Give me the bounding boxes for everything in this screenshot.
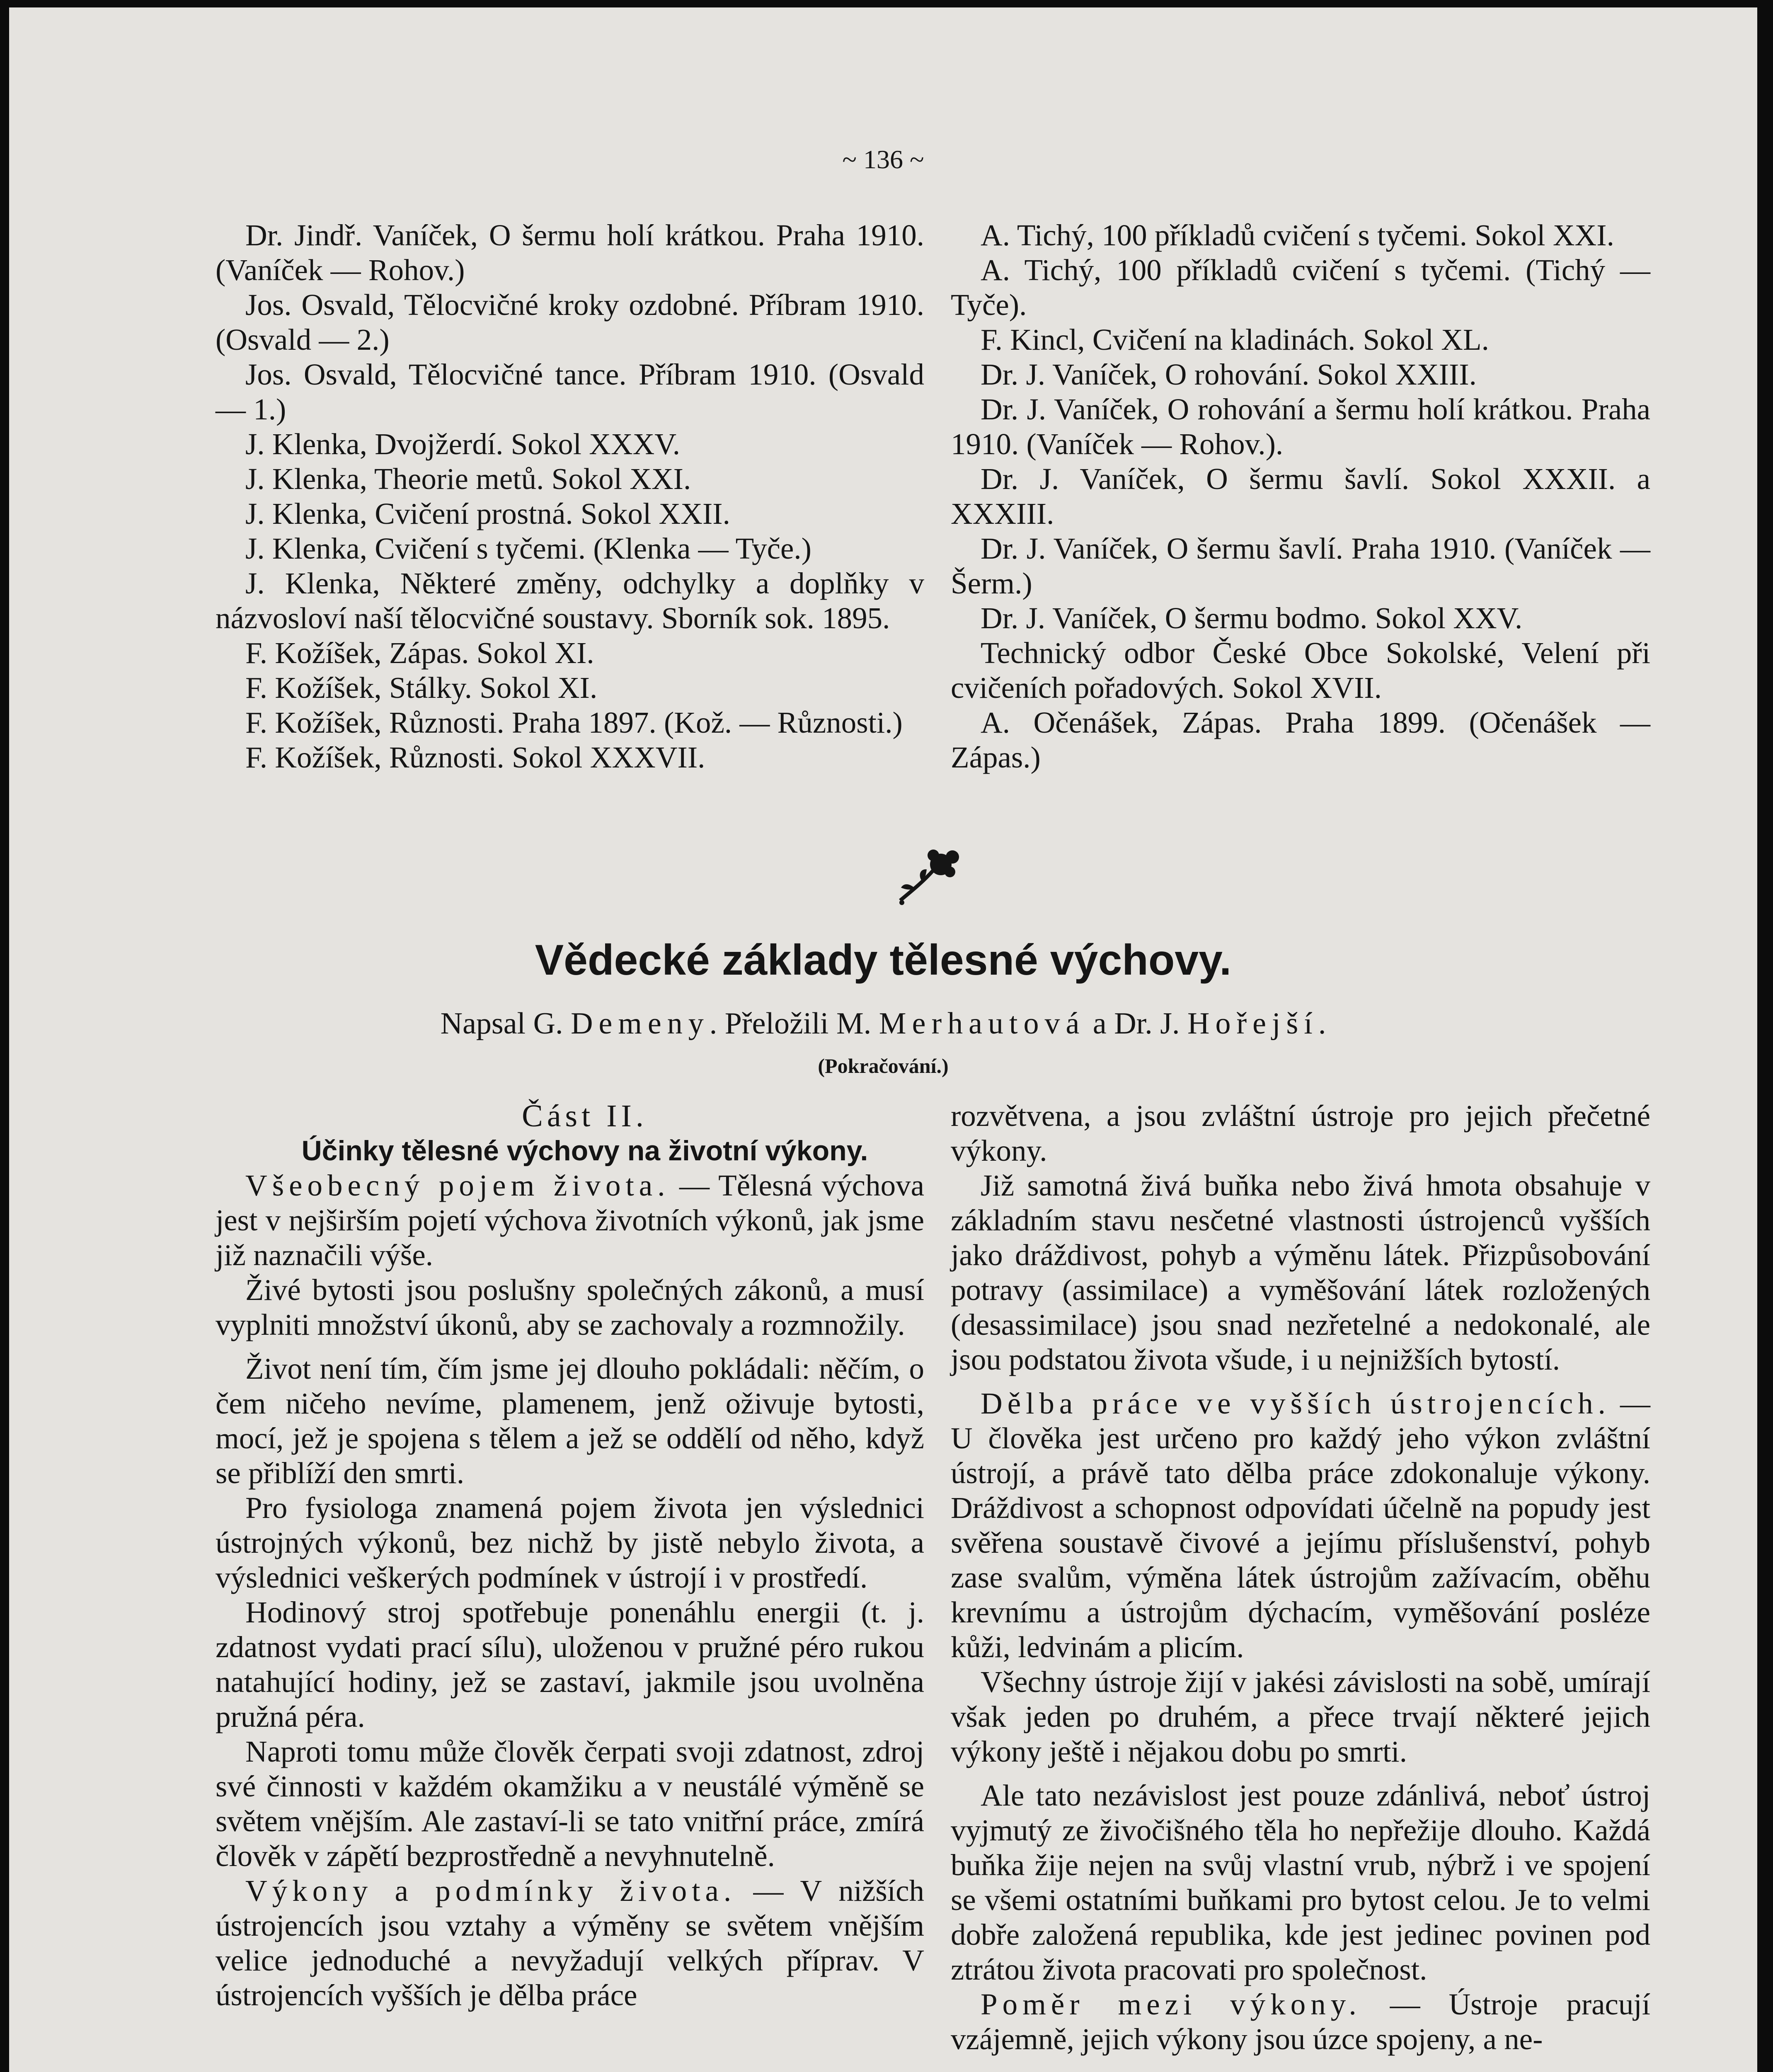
reference-entry: Jos. Osvald, Tělocvičné kroky ozdobné. Příbram 1910. (Osvald — 2.) [216, 288, 924, 356]
paragraph: Živé bytosti jsou poslušny společných zákonů, a musí vyplniti množství úkonů, aby se zachovaly a rozmnožily. [216, 1273, 924, 1341]
reference-entry: A. Tichý, 100 příkladů cvičení s tyčemi. Sokol XXI. [981, 218, 1614, 252]
references-right-column [951, 218, 1650, 775]
article-right-column [951, 1099, 1650, 2057]
translator-name: Hořejší [1187, 1007, 1318, 1041]
page-number: ~ 136 ~ [842, 145, 924, 174]
reference-entry: F. Kožíšek, Různosti. Praha 1897. (Kož. — Různosti.) [245, 706, 903, 739]
reference-entry: Dr. J. Vaníček, O šermu bodmo. Sokol XXV. [981, 601, 1523, 635]
reference-entry: F. Kincl, Cvičení na kladinách. Sokol XL. [981, 323, 1489, 356]
paragraph: Život není tím, čím jsme jej dlouho pokládali: něčím, o čem ničeho nevíme, plamenem, jenž oživuje bytosti, mocí, jež je spojena s tělem a jež se oddělí od něho, když se přiblíží den smrti. [216, 1352, 924, 1490]
byline-middle: . Přeložili M. [709, 1007, 872, 1041]
translator-name: Merhautová [879, 1007, 1085, 1041]
reference-entry: Dr. J. Vaníček, O šermu šavlí. Praha 1910. (Vaníček — Šerm.) [951, 532, 1650, 600]
paragraph-text: — Ústroje pracují vzájemně, jejich výkony jsou úzce spojeny, a ne- [951, 1987, 1650, 2056]
reference-entry: Dr. J. Vaníček, O rohování a šermu holí krátkou. Praha 1910. (Vaníček — Rohov.). [951, 392, 1650, 461]
reference-entry: J. Klenka, Theorie metů. Sokol XXI. [245, 462, 691, 496]
scanned-page [9, 7, 1757, 2072]
byline-end: . [1318, 1007, 1326, 1041]
reference-entry: J. Klenka, Dvojžerdí. Sokol XXXV. [245, 427, 680, 461]
paragraph-lead: Všeobecný pojem života. [245, 1169, 670, 1202]
reference-entry: J. Klenka, Cvičení prostná. Sokol XXII. [245, 497, 730, 530]
paragraph [216, 1874, 924, 2013]
continuation-note: (Pokračování.) [818, 1054, 949, 1077]
reference-entry: Dr. Jindř. Vaníček, O šermu holí krátkou. Praha 1910. (Vaníček — Rohov.) [216, 218, 924, 287]
paragraph-lead: Poměr mezi výkony. [981, 1987, 1361, 2021]
reference-entry: A. Tichý, 100 příkladů cvičení s tyčemi. (Tichý — Tyče). [951, 253, 1650, 322]
paragraph: Hodinový stroj spotřebuje ponenáhlu energii (t. j. zdatnost vydati prací sílu), uloženou v pružné péro rukou natahující hodiny, jež se zastaví, jakmile jsou uvolněna pružná péra. [216, 1595, 924, 1733]
flower-ornament-icon [892, 845, 966, 907]
paragraph: Naproti tomu může člověk čerpati svoji zdatnost, zdroj své činnosti v každém okamžiku a v neustálé výměně se světem vnějším. Ale zastaví-li se tato vnitřní práce, zmírá člověk v zápětí bezprostředně a nevyhnutelně. [216, 1735, 924, 1873]
reference-entry: F. Kožíšek, Zápas. Sokol XI. [245, 636, 594, 670]
reference-entry: F. Kožíšek, Stálky. Sokol XI. [245, 671, 598, 704]
paragraph-text: — V nižších ústrojencích jsou vztahy a výměny se světem vnějším velice jednoduché a nevyžadují velkých příprav. V ústrojencích vyšších je dělba práce [216, 1874, 924, 2012]
part-heading: Část II. [522, 1099, 648, 1133]
reference-entry: Jos. Osvald, Tělocvičné tance. Příbram 1910. (Osvald — 1.) [216, 358, 924, 426]
reference-entry: Dr. J. Vaníček, O rohování. Sokol XXIII. [981, 358, 1477, 391]
author-name: Demeny [571, 1007, 710, 1041]
paragraph: Pro fysiologa znamená pojem života jen výslednici ústrojných výkonů, bez nichž by jistě nebylo života, a výslednici veškerých podmínek v ústrojí i v prostředí. [216, 1491, 924, 1594]
paragraph-lead: Výkony a podmínky života. [245, 1874, 736, 1907]
byline-and: a Dr. J. [1092, 1007, 1180, 1041]
paragraph-text: — U člověka jest určeno pro každý jeho výkon zvláštní ústrojí, a právě tato dělba práce zdokonaluje výkony. Dráždivost a schopnost odpovídati účelně na popudy jest svěřena soustavě čivové a jejímu příslušenství, pohyb zase svalům, výměna látek ústrojům zažívacím, oběhu krevnímu a ústrojům dýchacím, vyměšování posléze kůži, ledvinám a plicím. [951, 1387, 1650, 1664]
reference-entry: Dr. J. Vaníček, O šermu šavlí. Sokol XXXII. a XXXIII. [951, 462, 1650, 530]
byline-prefix: Napsal G. [440, 1007, 563, 1041]
article-left-column [216, 1099, 924, 2013]
reference-entry: F. Kožíšek, Různosti. Sokol XXXVII. [245, 741, 705, 774]
paragraph [951, 1386, 1650, 1665]
byline [9, 1006, 1757, 1041]
reference-entry: Technický odbor České Obce Sokolské, Velení při cvičeních pořadových. Sokol XVII. [951, 636, 1650, 704]
paragraph [216, 1168, 924, 1273]
paragraph-lead: Dělba práce ve vyšších ústrojencích. [981, 1387, 1611, 1420]
paragraph: Ale tato nezávislost jest pouze zdánlivá, neboť ústroj vyjmutý ze živočišného těla ho nepřežije dlouho. Každá buňka žije nejen na svůj vlastní vrub, nýbrž i ve spojení se všemi ostatními buňkami pro bytost celou. Je to velmi dobře založená republika, kde jest jedinec povinen pod ztrátou života pracovati pro společnost. [951, 1779, 1650, 1986]
paragraph: Všechny ústroje žijí v jakési závislosti na sobě, umírají však jeden po druhém, a přece trvají některé jejich výkony ještě i nějakou dobu po smrti. [951, 1665, 1650, 1768]
reference-entry: J. Klenka, Některé změny, odchylky a doplňky v názvosloví naší tělocvičné soustavy. Sborník sok. 1895. [216, 566, 924, 635]
section-heading: Účinky tělesné výchovy na životní výkony. [301, 1135, 868, 1167]
reference-entry: J. Klenka, Cvičení s tyčemi. (Klenka — Tyče.) [245, 532, 811, 565]
reference-entry: A. Očenášek, Zápas. Praha 1899. (Očenášek — Zápas.) [951, 706, 1650, 774]
paragraph [951, 1987, 1650, 2057]
references-left-column [216, 218, 924, 775]
paragraph-text: — Tělesná výchova jest v nejširším pojetí výchova životních výkonů, jak jsme již naznačili výše. [216, 1169, 924, 1272]
paragraph: rozvětvena, a jsou zvláštní ústroje pro jejich přečetné výkony. [951, 1099, 1650, 1167]
article-title: Vědecké základy tělesné výchovy. [535, 936, 1232, 984]
paragraph: Již samotná živá buňka nebo živá hmota obsahuje v základním stavu nesčetné vlastnosti ústrojenců vyšších jako dráždivost, pohyb a výměnu látek. Přizpůsobování potravy (assimilace) a vyměšování látek rozložených (desassimilace) jsou snad nezřetelné a nedokonalé, ale jsou podstatou života všude, i u nejnižších bytostí. [951, 1169, 1650, 1376]
